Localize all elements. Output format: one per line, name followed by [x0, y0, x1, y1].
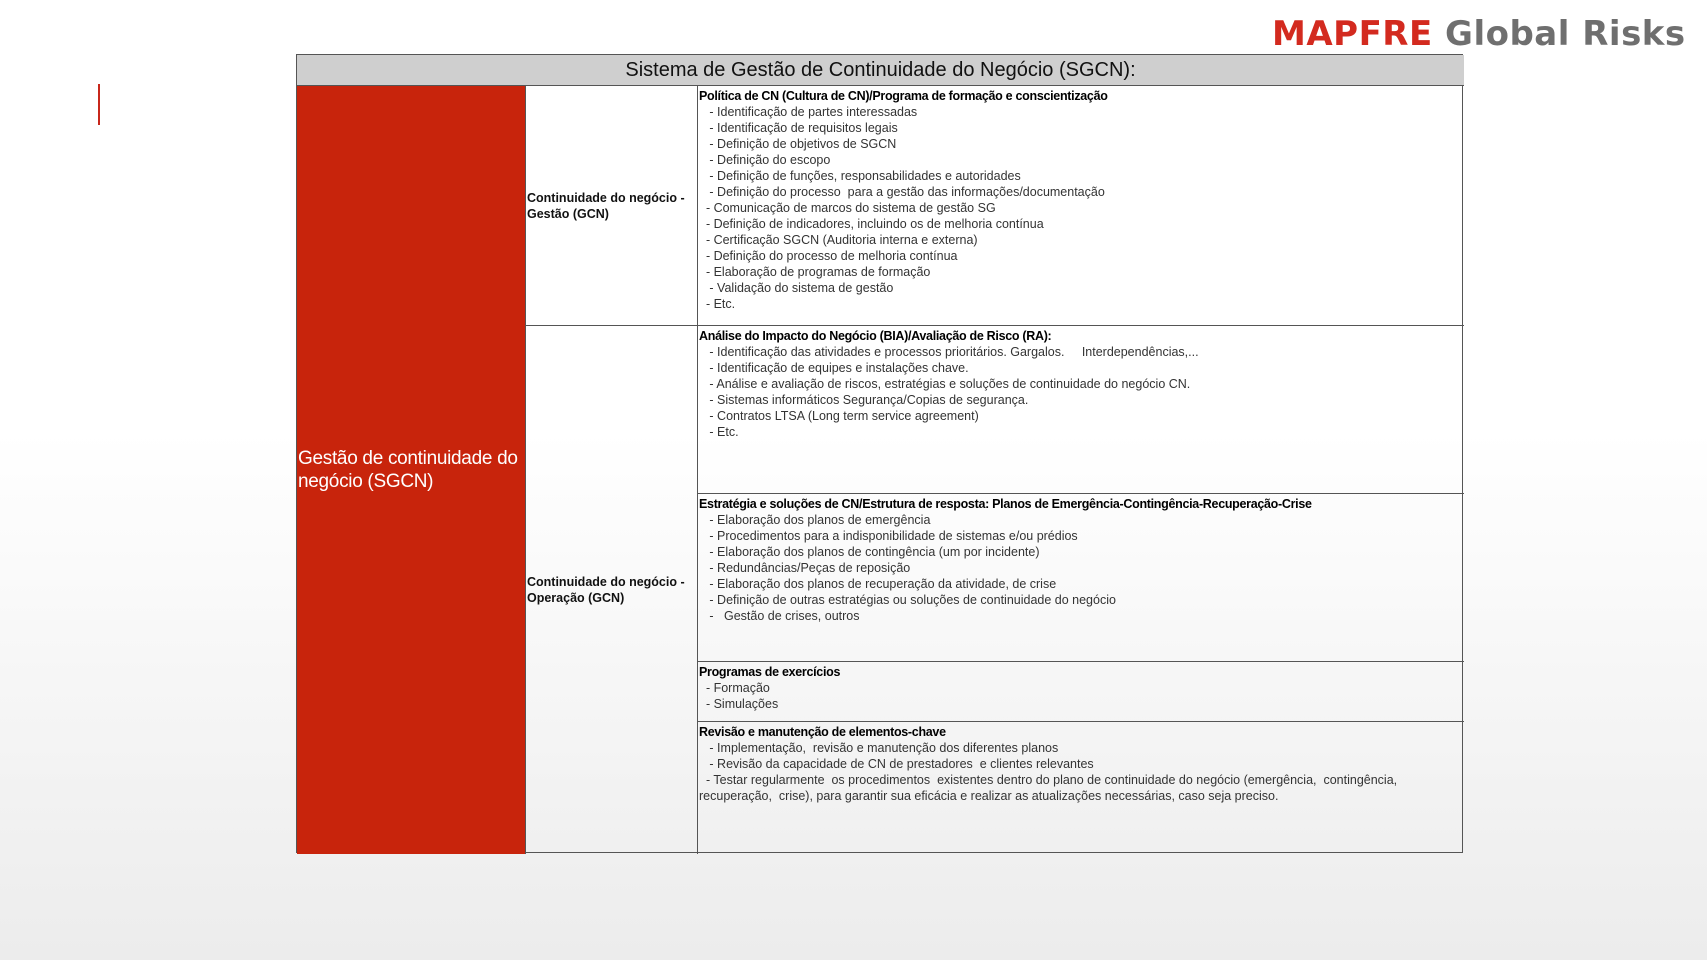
sgcn-table: [296, 54, 1463, 853]
section-item: - Análise e avaliação de riscos, estratégias e soluções de continuidade do negócio CN.: [699, 377, 1191, 391]
section-item: - Testar regularmente os procedimentos existentes dentro do plano de continuidade do negócio (emergência, contingência, recuperação, crise), para garantir sua eficácia e realizar as atualizações necessárias, caso seja preciso.: [699, 773, 1401, 803]
section-item: - Definição do processo para a gestão das informações/documentação: [699, 185, 1105, 199]
section-item: - Certificação SGCN (Auditoria interna e externa): [699, 233, 978, 247]
subcategory-operacao-label: Continuidade do negócio - Operação (GCN): [527, 575, 685, 605]
section-item: - Elaboração dos planos de recuperação da atividade, de crise: [699, 577, 1057, 591]
section-heading: Análise do Impacto do Negócio (BIA)/Avaliação de Risco (RA):: [699, 329, 1052, 343]
section-estrategia-solucoes: [698, 494, 1464, 662]
section-item: - Comunicação de marcos do sistema de gestão SG: [699, 201, 996, 215]
table-title: Sistema de Gestão de Continuidade do Negócio (SGCN):: [297, 55, 1464, 86]
section-heading: Política de CN (Cultura de CN)/Programa de formação e conscientização: [699, 89, 1108, 103]
section-programas-exercicios: [698, 662, 1464, 722]
main-category-cell: [297, 86, 526, 854]
logo-subtitle: Global Risks: [1445, 14, 1686, 54]
section-item: - Sistemas informáticos Segurança/Copias de segurança.: [699, 393, 1029, 407]
section-item: - Identificação de equipes e instalações chave.: [699, 361, 969, 375]
logo-brand: MAPFRE: [1272, 14, 1433, 54]
section-item: - Identificação das atividades e processos prioritários. Gargalos. Interdependências,...: [699, 345, 1199, 359]
section-item: - Redundâncias/Peças de reposição: [699, 561, 911, 575]
section-item: - Simulações: [699, 697, 779, 711]
section-item: - Formação: [699, 681, 770, 695]
section-revisao-manutencao: [698, 722, 1464, 854]
section-item: - Definição do processo de melhoria contínua: [699, 249, 958, 263]
main-category-label: Gestão de continuidade do negócio (SGCN): [298, 448, 518, 492]
section-item: - Definição de funções, responsabilidades e autoridades: [699, 169, 1021, 183]
section-item: - Elaboração dos planos de contingência (um por incidente): [699, 545, 1040, 559]
section-item: - Definição de objetivos de SGCN: [699, 137, 897, 151]
section-item: - Gestão de crises, outros: [699, 609, 860, 623]
subcategory-gestao-cell: [526, 86, 698, 326]
accent-line: [98, 84, 100, 125]
section-bia-ra: [698, 326, 1464, 494]
section-item: - Identificação de requisitos legais: [699, 121, 898, 135]
section-heading: Estratégia e soluções de CN/Estrutura de resposta: Planos de Emergência-Contingência-Recuperação-Crise: [699, 497, 1312, 511]
section-politica-cn: [698, 86, 1464, 326]
section-item: - Definição de outras estratégias ou soluções de continuidade do negócio: [699, 593, 1116, 607]
section-item: - Revisão da capacidade de CN de prestadores e clientes relevantes: [699, 757, 1094, 771]
section-item: - Elaboração de programas de formação: [699, 265, 931, 279]
section-item: - Definição de indicadores, incluindo os de melhoria contínua: [699, 217, 1044, 231]
section-item: - Validação do sistema de gestão: [699, 281, 894, 295]
company-logo: [1272, 14, 1686, 54]
section-item: - Implementação, revisão e manutenção dos diferentes planos: [699, 741, 1059, 755]
subcategory-gestao-label: Continuidade do negócio - Gestão (GCN): [527, 190, 685, 221]
section-item: - Identificação de partes interessadas: [699, 105, 918, 119]
section-item: - Contratos LTSA (Long term service agreement): [699, 409, 979, 423]
section-item: - Etc.: [699, 297, 736, 311]
section-heading: Programas de exercícios: [699, 665, 841, 679]
subcategory-operacao-cell: [526, 326, 698, 854]
section-item: - Procedimentos para a indisponibilidade de sistemas e/ou prédios: [699, 529, 1078, 543]
section-heading: Revisão e manutenção de elementos-chave: [699, 725, 946, 739]
section-item: - Etc.: [699, 425, 739, 439]
section-item: - Elaboração dos planos de emergência: [699, 513, 931, 527]
section-item: - Definição do escopo: [699, 153, 831, 167]
